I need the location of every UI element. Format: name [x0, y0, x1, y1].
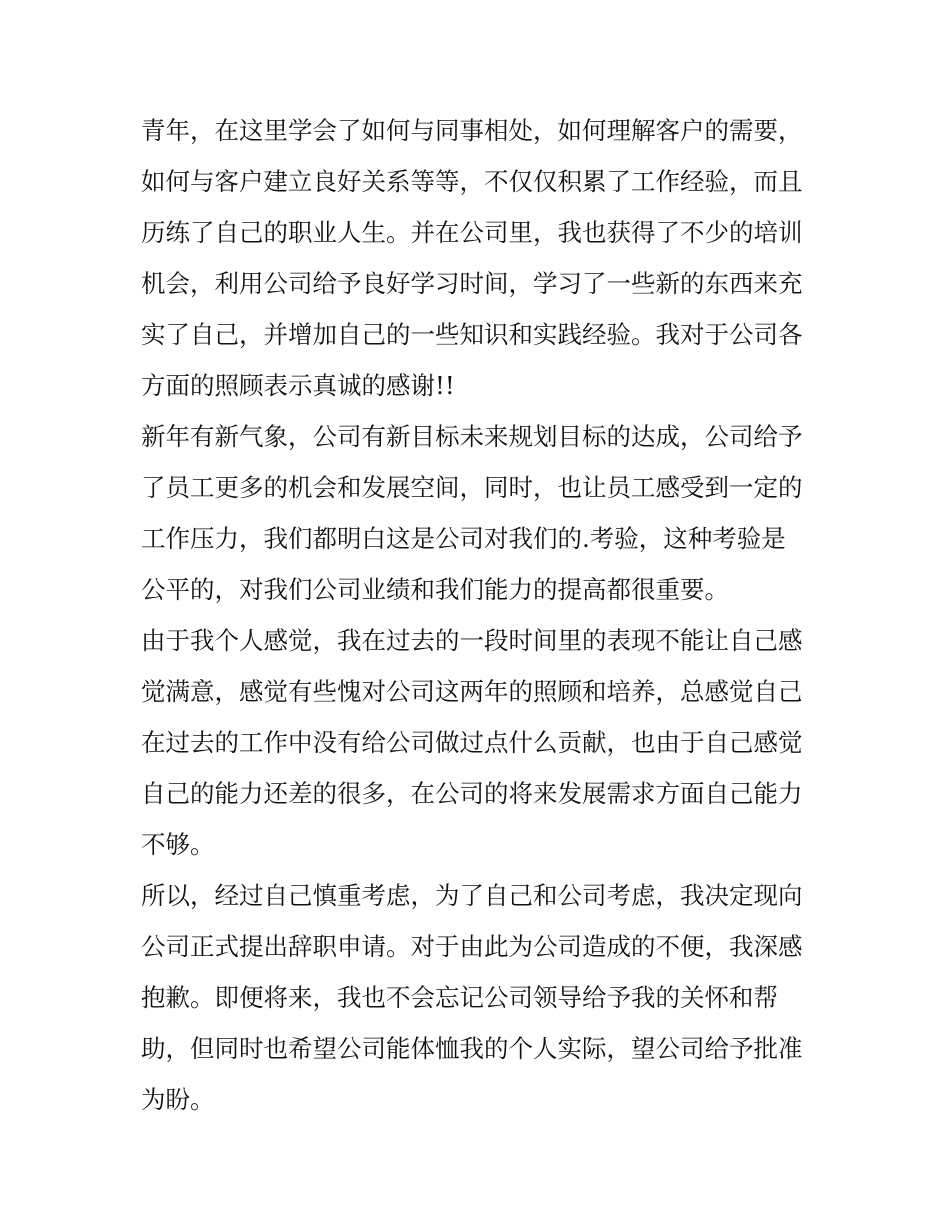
paragraph-4: [141, 870, 821, 1125]
paragraph-1: [141, 105, 821, 411]
text-line: 不够。: [141, 830, 215, 859]
paragraph-3: [141, 615, 821, 870]
text-line: 如何与客户建立良好关系等等，不仅仅积累了工作经验，而且: [141, 167, 803, 196]
text-line: 实了自己，并增加自己的一些知识和实践经验。我对于公司各: [141, 320, 803, 349]
paragraph-2: [141, 411, 821, 615]
text-line: 所以，经过自己慎重考虑，为了自己和公司考虑，我决定现向: [141, 881, 803, 910]
text-line: 新年有新气象，公司有新目标未来规划目标的达成，公司给予: [141, 422, 803, 451]
text-line: 公平的，对我们公司业绩和我们能力的提高都很重要。: [141, 575, 729, 604]
text-line: 工作压力，我们都明白这是公司对我们的.考验，这种考验是: [141, 524, 786, 553]
text-line: 机会，利用公司给予良好学习时间，学习了一些新的东西来充: [141, 269, 803, 298]
text-line: 由于我个人感觉，我在过去的一段时间里的表现不能让自己感: [141, 626, 803, 655]
text-line: 觉满意，感觉有些愧对公司这两年的照顾和培养，总感觉自己: [141, 677, 803, 706]
text-line: 在过去的工作中没有给公司做过点什么贡献，也由于自己感觉: [141, 728, 803, 757]
text-line: 公司正式提出辞职申请。对于由此为公司造成的不便，我深感: [141, 932, 803, 961]
text-line: 了员工更多的机会和发展空间，同时，也让员工感受到一定的: [141, 473, 803, 502]
text-line: 自己的能力还差的很多，在公司的将来发展需求方面自己能力: [141, 779, 803, 808]
text-line: 青年，在这里学会了如何与同事相处，如何理解客户的需要，: [141, 116, 803, 145]
text-line: 抱歉。即便将来，我也不会忘记公司领导给予我的关怀和帮: [141, 983, 778, 1012]
text-line: 助，但同时也希望公司能体恤我的个人实际，望公司给予批准: [141, 1034, 803, 1063]
text-line: 方面的照顾表示真诚的感谢!!: [141, 371, 455, 400]
document-body: [141, 105, 821, 1125]
text-line: 历练了自己的职业人生。并在公司里，我也获得了不少的培训: [141, 218, 803, 247]
text-line: 为盼。: [141, 1085, 215, 1114]
